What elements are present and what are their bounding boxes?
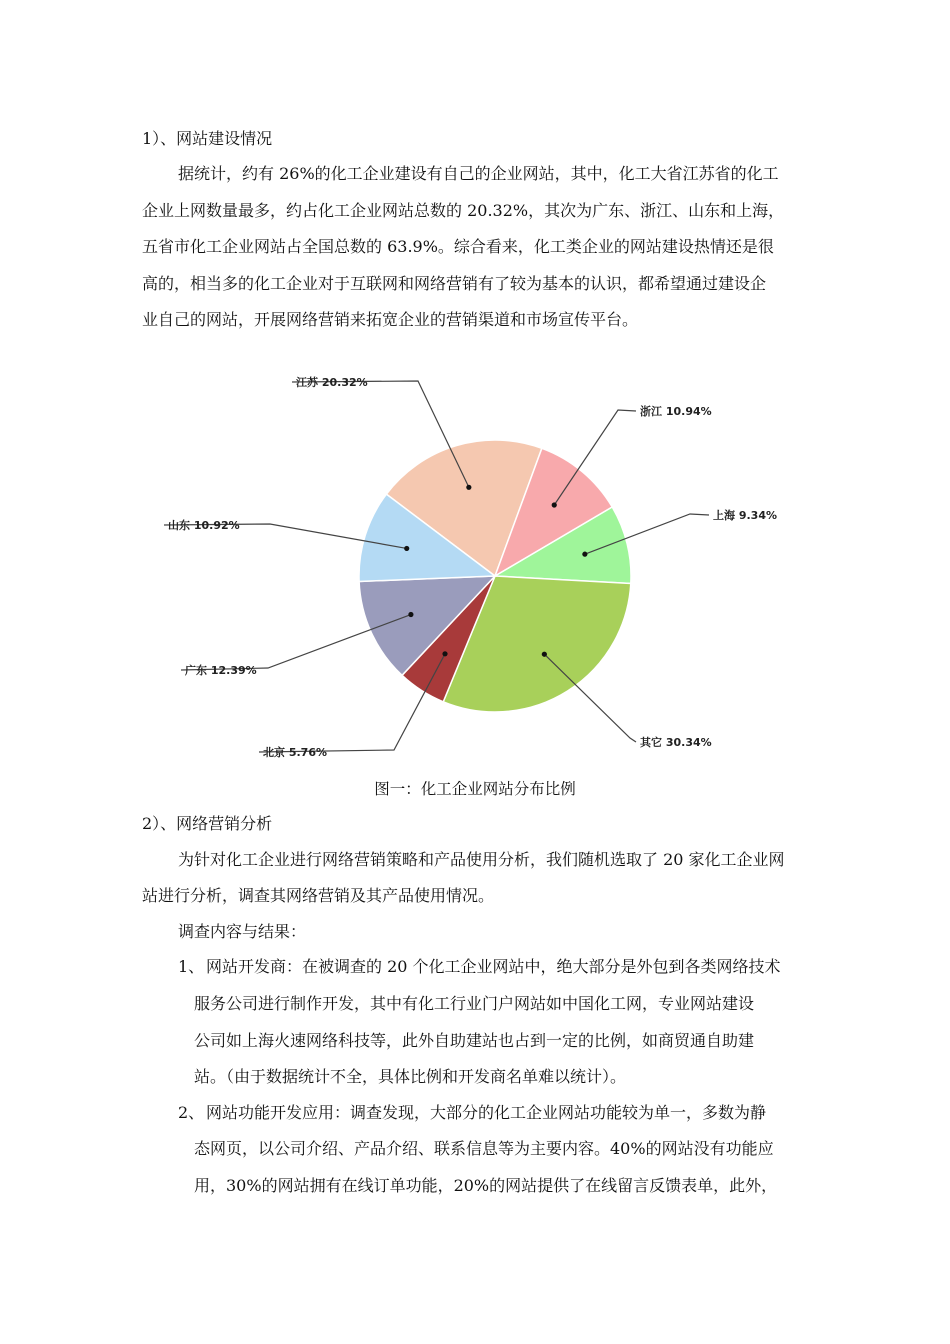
leader-dot xyxy=(466,485,471,490)
leader-dot xyxy=(442,651,447,656)
leader-dot xyxy=(582,552,587,557)
paragraph-line: 站进行分析，调查其网络营销及其产品使用情况。 xyxy=(142,886,495,905)
list-item-line: 网站功能开发应用：调查发现，大部分的化工企业网站功能较为单一，多数为静 xyxy=(206,1103,767,1122)
list-item-line: 站。（由于数据统计不全，具体比例和开发商名单难以统计）。 xyxy=(194,1067,627,1086)
list-item-line: 网站开发商：在被调查的 20 个化工企业网站中，绝大部分是外包到各类网络技术 xyxy=(206,957,781,976)
slice-label: 其它 30.34% xyxy=(640,736,712,749)
section-2-heading: 2）、网络营销分析 xyxy=(142,814,273,833)
figure-caption: 图一：化工企业网站分布比例 xyxy=(374,780,576,798)
slice-label: 山东 10.92% xyxy=(168,519,240,532)
list-item-number: 1、 xyxy=(178,957,205,976)
slice-label: 浙江 10.94% xyxy=(640,405,712,418)
paragraph-line: 高的，相当多的化工企业对于互联网和网络营销有了较为基本的认识，都希望通过建设企 xyxy=(142,274,767,293)
pie-chart xyxy=(160,362,820,772)
slice-label: 广东 12.39% xyxy=(185,664,257,677)
slice-label: 江苏 20.32% xyxy=(296,376,368,389)
list-item-line: 服务公司进行制作开发，其中有化工行业门户网站如中国化工网，专业网站建设 xyxy=(194,994,755,1013)
paragraph-line: 五省市化工企业网站占全国总数的 63.9%。综合看来，化工类企业的网站建设热情还是很 xyxy=(142,237,774,256)
list-item-number: 2、 xyxy=(178,1103,205,1122)
leader-dot xyxy=(552,502,557,507)
paragraph-line: 企业上网数量最多，约占化工企业网站总数的 20.32%，其次为广东、浙江、山东和上海， xyxy=(142,201,785,220)
slice-label: 上海 9.34% xyxy=(713,509,777,522)
list-item-line: 公司如上海火速网络科技等，此外自助建站也占到一定的比例，如商贸通自助建 xyxy=(194,1031,755,1050)
list-item-line: 用，30%的网站拥有在线订单功能，20%的网站提供了在线留言反馈表单，此外， xyxy=(194,1176,778,1195)
paragraph-line: 据统计，约有 26%的化工企业建设有自己的企业网站，其中，化工大省江苏省的化工 xyxy=(178,164,779,183)
list-item-line: 态网页，以公司介绍、产品介绍、联系信息等为主要内容。40%的网站没有功能应 xyxy=(194,1139,774,1158)
paragraph-line: 为针对化工企业进行网络营销策略和产品使用分析，我们随机选取了 20 家化工企业网 xyxy=(178,850,785,869)
leader-dot xyxy=(542,652,547,657)
results-heading: 调查内容与结果： xyxy=(178,922,307,941)
leader-dot xyxy=(408,612,413,617)
leader-dot xyxy=(404,546,409,551)
section-1-heading: 1）、网站建设情况 xyxy=(142,129,273,148)
slice-label: 北京 5.76% xyxy=(263,746,327,759)
paragraph-line: 业自己的网站，开展网络营销来拓宽企业的营销渠道和市场宣传平台。 xyxy=(142,310,639,329)
